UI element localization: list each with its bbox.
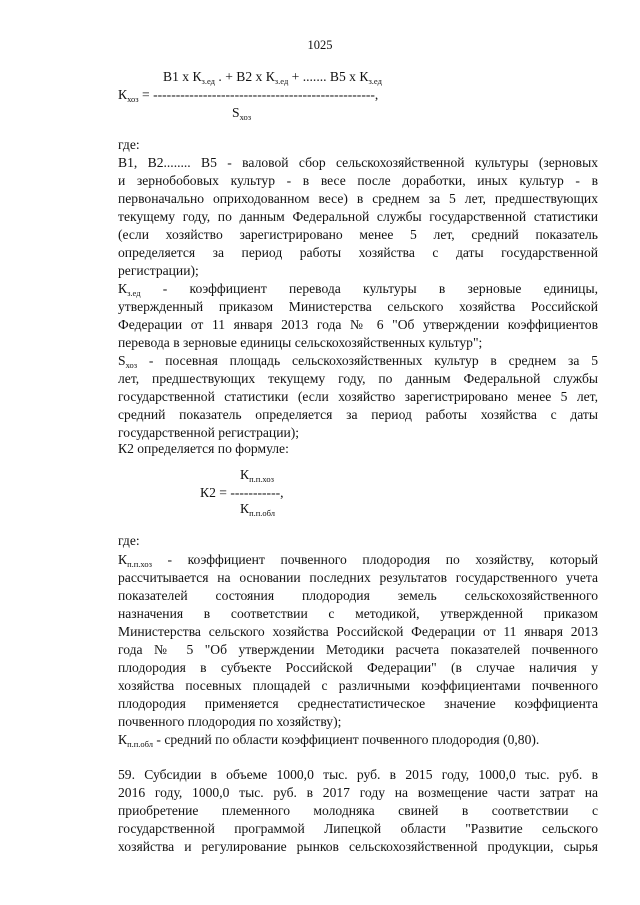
definition-k-pp-obl: [118, 731, 539, 750]
def-s-symbol: S: [118, 353, 126, 368]
formula2-den-sub: п.п.обл: [249, 508, 276, 518]
def-k-line: Федерации от 11 января 2013 года № 6 "Об утверждении коэффициентов: [118, 317, 598, 332]
def-s-sub: хоз: [125, 360, 138, 370]
formula2-den-sym: К: [240, 501, 250, 516]
para59-line: 2016 году, 1000,0 тыс. руб. в 2017 году на возмещение части затрат на: [118, 785, 598, 800]
def-s-line: лет, предшествующих текущему году, по данным Федеральной службы: [118, 371, 598, 386]
def-s-line: средний показатель определяется за период работы хозяйства с даты: [118, 407, 598, 422]
def-b-line: определяется за период работы хозяйства с даты государственной: [118, 245, 598, 260]
def-s-line: государственной регистрации);: [118, 425, 300, 440]
def-kobl-sub: п.п.обл: [127, 739, 154, 749]
para59-line: 59. Субсидии в объеме 1000,0 тыс. руб. в 2015 году, 1000,0 тыс. руб. в: [118, 767, 598, 782]
def-kpp-first-line: [118, 551, 598, 569]
page-number: 1025: [307, 38, 333, 52]
where-label-2: где:: [118, 533, 140, 548]
formula1-num-part2: . + В2 х К: [215, 69, 275, 84]
para59-line: приобретение племенного молодняка свиней в соответствии с: [118, 803, 598, 818]
def-kobl-text: - средний по области коэффициент почвенного плодородия (0,80).: [153, 732, 540, 747]
para59-line: хозяйства и регулирование рынков сельскохозяйственной продукции, сырья: [118, 839, 598, 854]
definition-b: [118, 154, 598, 280]
definition-s-hoz: [118, 352, 598, 442]
definition-k-pp-hoz: [118, 551, 598, 731]
def-kpp-line: назначения в соответствии с методикой, утвержденной приказом: [118, 606, 598, 621]
def-b-line: В1, В2........ В5 - валовой сбор сельскохозяйственной культуры (зерновых: [118, 155, 598, 170]
def-kobl-symbol: К: [118, 732, 128, 747]
formula1-denominator: [232, 104, 251, 123]
formula1-num-part1: В1 х К: [163, 69, 202, 84]
formula1-numerator: [163, 68, 382, 87]
paragraph-59: [118, 766, 598, 856]
where-label-1: где:: [118, 137, 140, 152]
def-kpp-line: почвенного плодородия по хозяйству);: [118, 714, 342, 729]
definition-k-zed: [118, 280, 598, 352]
formula2-num-sub: п.п.хоз: [249, 474, 274, 484]
def-kpp-line: хозяйства посевных площадей с различными коэффициентами почвенного: [118, 678, 598, 693]
def-k-first-text: - коэффициент перевода культуры в зерновые единицы,: [140, 281, 598, 296]
formula1-num-sub1: з.ед: [201, 76, 215, 86]
def-kpp-line: года № 5 "Об утверждении Методики расчета показателей почвенного: [118, 642, 598, 657]
def-kpp-symbol: К: [118, 552, 128, 567]
def-kpp-sub: п.п.хоз: [127, 559, 152, 569]
para59-line: государственной программой Липецкой области "Развитие сельского: [118, 821, 598, 836]
formula1-num-sub3: з.ед: [368, 76, 382, 86]
formula1-lhs-sub: хоз: [127, 94, 139, 104]
def-k-sub: з.ед: [127, 288, 141, 298]
def-kpp-line: рассчитывается на основании последних результатов государственного учета: [118, 570, 598, 585]
formula1-den-sym: S: [232, 105, 240, 120]
formula2-numerator: [240, 466, 274, 485]
formula2-lhs: К2 =: [200, 485, 231, 500]
def-kpp-first-text: - коэффициент почвенного плодородия по хозяйству, который: [151, 552, 598, 567]
def-b-line: первоначально оприходованном весе) в среднем за 5 лет, предшествующих: [118, 191, 598, 206]
formula2-denominator: [240, 500, 275, 519]
def-s-first-text: - посевная площадь сельскохозяйственных культур в среднем за 5: [137, 353, 598, 368]
def-s-first-line: [118, 352, 598, 370]
def-k-line: перевода в зерновые единицы сельскохозяйственных культур";: [118, 335, 483, 350]
def-b-line: и зернобобовых культур - в весе после доработки, иных культур - в: [118, 173, 598, 188]
def-b-line: текущему году, по данным Федеральной службы государственной статистики: [118, 209, 598, 224]
formula1-num-sub2: з.ед: [274, 76, 289, 86]
formula2-fraction-bar: -----------,: [230, 485, 284, 500]
def-s-line: государственной статистики (если хозяйство зарегистрировано менее 5 лет,: [118, 389, 598, 404]
def-k-symbol: К: [118, 281, 128, 296]
def-kpp-line: плодородия применяется среднестатистическое значение коэффициента: [118, 696, 598, 711]
def-kpp-line: показателей состояния плодородия земель сельскохозяйственного: [118, 588, 598, 603]
k2-intro: К2 определяется по формуле:: [118, 441, 289, 456]
def-b-line: (если хозяйство зарегистрировано менее 5 лет, средний показатель: [118, 227, 598, 242]
def-k-first-line: [118, 280, 598, 298]
formula1-den-sub: хоз: [239, 112, 252, 122]
formula1-lhs: К: [118, 87, 128, 102]
formula1-fraction-bar: = -------------------------------------------------,: [138, 87, 379, 102]
def-kpp-line: Министерства сельского хозяйства Российской Федерации от 11 января 2013: [118, 624, 598, 639]
def-kpp-line: плодородия в субъекте Российской Федерации" (в случае наличия у: [118, 660, 598, 675]
def-b-line: регистрации);: [118, 263, 199, 278]
formula1-num-part3: + ....... В5 х К: [288, 69, 369, 84]
def-k-line: утвержденный приказом Министерства сельского хозяйства Российской: [118, 299, 598, 314]
formula2-num-sym: К: [240, 467, 250, 482]
formula1-main-line: [118, 86, 378, 105]
